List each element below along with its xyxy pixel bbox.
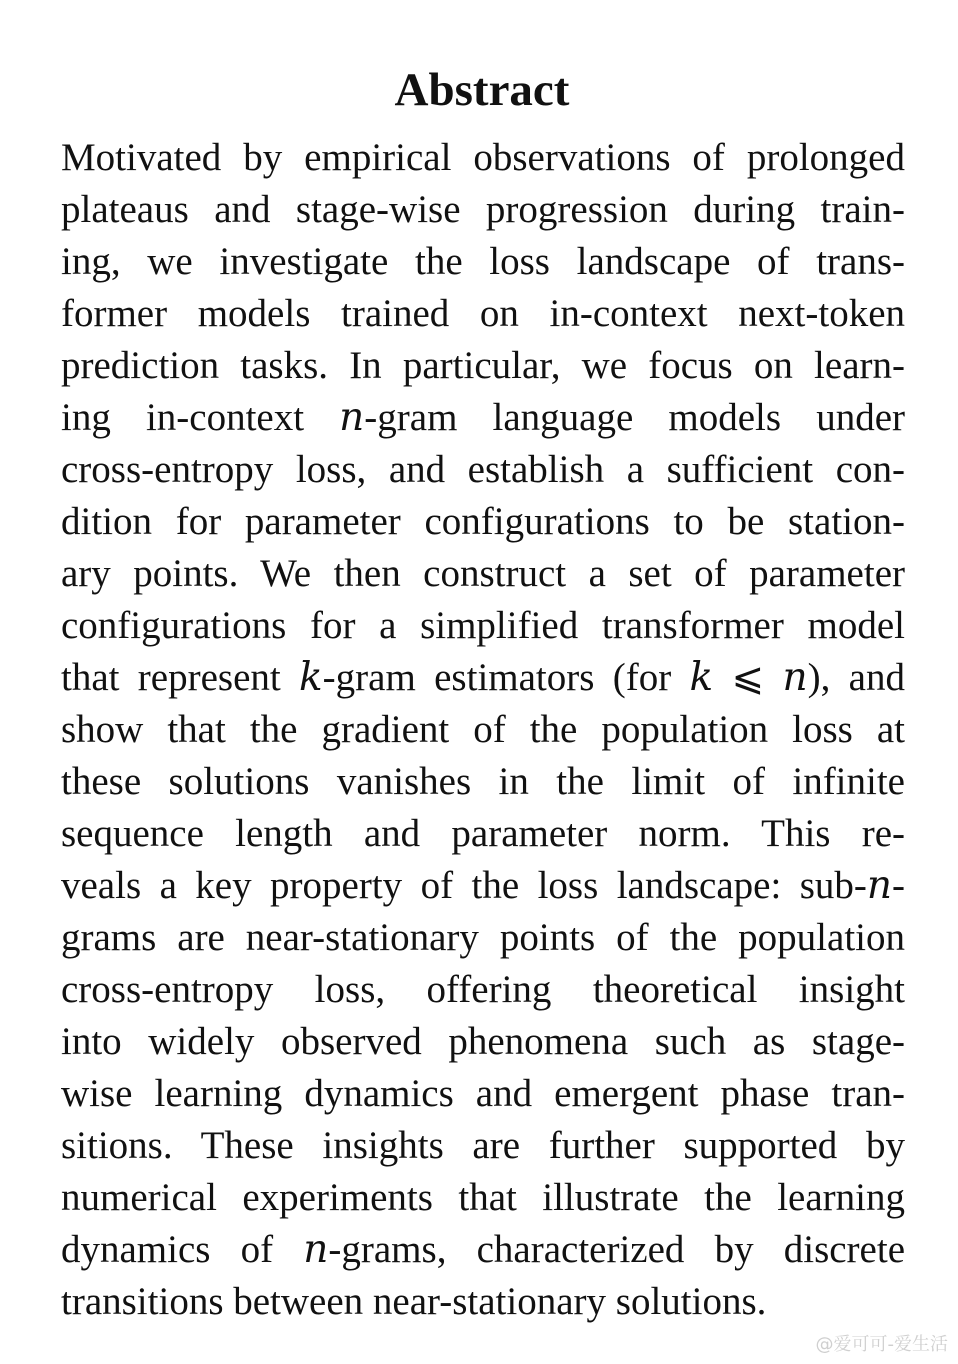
abstract-line: sequence length and parameter norm. This re- [61, 812, 905, 855]
abstract-line: Motivated by empirical observations of prolonged [61, 136, 905, 179]
abstract-line: grams are near-stationary points of the population [61, 916, 905, 959]
abstract-line: wise learning dynamics and emergent phase tran- [61, 1072, 905, 1115]
abstract-body [61, 132, 905, 1328]
abstract-line: ing, we investigate the loss landscape of trans- [61, 240, 905, 283]
abstract-line: configurations for a simplified transformer model [61, 604, 905, 647]
abstract-line: ing in-context 𝑛-gram language models under [61, 396, 905, 439]
abstract-line: dynamics of 𝑛-grams, characterized by discrete [61, 1228, 905, 1271]
abstract-line: ary points. We then construct a set of parameter [61, 552, 905, 595]
abstract-heading: Abstract [394, 64, 570, 116]
abstract-line: that represent 𝑘-gram estimators (for 𝑘 ⩽ 𝑛), and [61, 656, 905, 699]
abstract-line: former models trained on in-context next-token [61, 292, 905, 335]
abstract-line: transitions between near-stationary solutions. [61, 1280, 767, 1323]
abstract-line: these solutions vanishes in the limit of infinite [61, 760, 905, 803]
abstract-line: veals a key property of the loss landscape: sub-𝑛- [61, 864, 905, 907]
abstract-line: sitions. These insights are further supported by [61, 1124, 905, 1167]
abstract-line: prediction tasks. In particular, we focus on learn- [61, 344, 905, 387]
abstract-line: dition for parameter configurations to be station- [61, 500, 905, 543]
watermark: @爱可可-爱生活 [815, 1334, 948, 1355]
abstract-line: show that the gradient of the population loss at [61, 708, 905, 751]
abstract-line: cross-entropy loss, offering theoretical insight [61, 968, 905, 1011]
abstract-line: into widely observed phenomena such as stage- [61, 1020, 905, 1063]
abstract-line: cross-entropy loss, and establish a sufficient con- [61, 448, 905, 491]
abstract-line: plateaus and stage-wise progression during train- [61, 188, 905, 231]
abstract-line: numerical experiments that illustrate the learning [61, 1176, 905, 1219]
